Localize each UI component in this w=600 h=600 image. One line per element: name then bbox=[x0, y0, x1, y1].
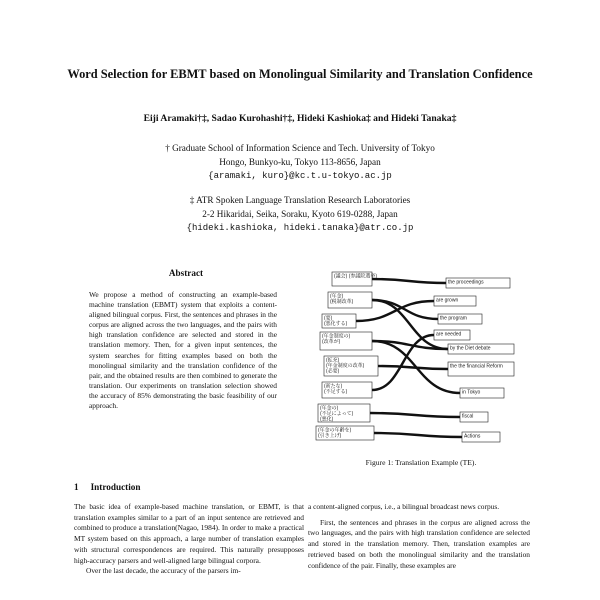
svg-text:Actions: Actions bbox=[464, 433, 481, 440]
figure-left-node bbox=[324, 356, 378, 376]
svg-text:(年金制度の): (年金制度の) bbox=[322, 333, 351, 340]
affiliation-1 bbox=[40, 141, 560, 183]
intro-paragraph-1: The basic idea of example-based machine translation, or EBMT, is that translation examples similar to a part of an input sentence are retrieved and combined to produce a translation(Nagao, 1984). In order to make a practical MT system based on this approach, a large number of translation examples with structural correspondences are required. This naturally presupposes high-accuracy parsers and well-aligned large bilingual corpora. bbox=[74, 502, 304, 565]
svg-text:(年金制度の改革): (年金制度の改革) bbox=[326, 363, 365, 369]
section-number: 1 bbox=[74, 482, 79, 492]
svg-text:(改革が): (改革が) bbox=[322, 339, 341, 345]
affiliation-2-line2: 2-2 Hikaridai, Seika, Soraku, Kyoto 619-0288, Japan bbox=[202, 209, 398, 219]
svg-text:the proceedings: the proceedings bbox=[448, 279, 484, 286]
svg-text:(年金の年齢を): (年金の年齢を) bbox=[318, 427, 352, 434]
affiliation-2-line1: ‡ ATR Spoken Language Translation Research Laboratories bbox=[189, 195, 411, 205]
svg-text:(議会) (参議院選挙): (議会) (参議院選挙) bbox=[334, 273, 378, 280]
figure-left-node bbox=[332, 272, 377, 286]
svg-text:(不足する): (不足する) bbox=[324, 389, 348, 395]
right-paragraph-1: a content-aligned corpus, i.e., a bilingual broadcast news corpus. bbox=[308, 502, 500, 511]
right-paragraph-2: First, the sentences and phrases in the corpus are aligned across the two languages, and the pairs with high translation confidence are selected and stored in the translation memory. Then, translation examples are retrieved based on both the monolingual similarity and the translation confidence of the pair. Finally, these examples are bbox=[308, 517, 530, 570]
figure-alignment-link bbox=[374, 433, 462, 437]
svg-text:are needed: are needed bbox=[436, 331, 462, 338]
affiliation-2 bbox=[40, 193, 560, 235]
svg-text:(拡充): (拡充) bbox=[326, 357, 340, 364]
svg-text:(年金の): (年金の) bbox=[320, 405, 339, 412]
figure-right-node bbox=[462, 432, 500, 442]
figure-left-node bbox=[322, 382, 372, 398]
figure-right-node bbox=[448, 344, 514, 354]
svg-text:by the Diet debate: by the Diet debate bbox=[450, 345, 491, 352]
abstract-body: We propose a method of constructing an example-based machine translation (EBMT) system that exploits a content-aligned bilingual corpus. First, the sentences and phrases in the corpus are aligned across the two languages, and the pairs with high translation confidence are selected and stored in the translation memory. Then, for a given input sentences, the system searches for fitting examples based on both the monolingual similarity and the translation confidence of the pair, and the obtained results are then combined to generate the translation. Our experiments on translation selection showed the accuracy of 85% demonstrating the basic feasibility of our approach. bbox=[89, 290, 277, 411]
figure-left-node bbox=[322, 314, 356, 328]
figure-alignment-link bbox=[372, 279, 446, 283]
figure-right-node bbox=[460, 412, 488, 422]
left-column bbox=[74, 502, 304, 577]
figure-left-node bbox=[316, 426, 374, 440]
affiliation-1-line1: † Graduate School of Information Science and Tech. University of Tokyo bbox=[165, 143, 435, 153]
author-list: Eiji Aramaki†‡, Sadao Kurohashi†‡, Hideki Kashioka‡ and Hideki Tanaka‡ bbox=[143, 113, 457, 124]
svg-text:(年金): (年金) bbox=[330, 293, 344, 300]
figure-right-node bbox=[446, 278, 510, 288]
figure-right-node bbox=[434, 296, 476, 306]
affiliation-1-line2: Hongo, Bunkyo-ku, Tokyo 113-8656, Japan bbox=[219, 157, 381, 167]
figure-right-node bbox=[438, 314, 482, 324]
figure-alignment-link bbox=[370, 413, 460, 417]
section-title: Introduction bbox=[90, 482, 141, 492]
abstract-heading: Abstract bbox=[168, 268, 204, 278]
svg-text:in Tokyo: in Tokyo bbox=[462, 389, 481, 396]
figure-left-node bbox=[320, 332, 372, 350]
right-column bbox=[308, 502, 530, 571]
affiliation-2-email: {hideki.kashioka, hideki.tanaka}@atr.co.jp bbox=[186, 223, 414, 233]
affiliation-1-email: {aramaki, kuro}@kc.t.u-tokyo.ac.jp bbox=[208, 171, 392, 181]
paper-title: Word Selection for EBMT based on Monolingual Similarity and Translation Confidence bbox=[67, 67, 533, 81]
svg-text:(悪化): (悪化) bbox=[320, 416, 334, 423]
svg-text:(不足によって): (不足によって) bbox=[320, 411, 354, 417]
svg-text:(新たな): (新たな) bbox=[324, 383, 343, 390]
translation-example-figure bbox=[314, 268, 524, 448]
svg-text:the program: the program bbox=[440, 315, 467, 322]
svg-text:fiscal: fiscal bbox=[462, 413, 474, 420]
figure-right-node bbox=[448, 362, 514, 376]
svg-text:(税制改革): (税制改革) bbox=[330, 299, 354, 305]
figure-caption: Figure 1: Translation Example (TE). bbox=[365, 458, 477, 467]
intro-paragraph-2: Over the last decade, the accuracy of the parsers im- bbox=[86, 566, 241, 576]
figure-right-node bbox=[460, 388, 504, 398]
svg-text:are grown: are grown bbox=[436, 297, 459, 304]
figure-left-node bbox=[318, 404, 370, 423]
figure-left-node bbox=[328, 292, 372, 308]
svg-text:(悪化する): (悪化する) bbox=[324, 321, 348, 327]
figure-right-node bbox=[434, 330, 470, 340]
svg-text:the the financial Reform: the the financial Reform bbox=[450, 363, 503, 370]
svg-text:(要): (要) bbox=[324, 315, 333, 322]
svg-text:(必要): (必要) bbox=[326, 368, 340, 375]
figure-diagram bbox=[314, 268, 524, 448]
svg-text:(引き上げ): (引き上げ) bbox=[318, 433, 342, 439]
figure-alignment-link bbox=[378, 366, 448, 369]
section-heading bbox=[74, 482, 152, 492]
